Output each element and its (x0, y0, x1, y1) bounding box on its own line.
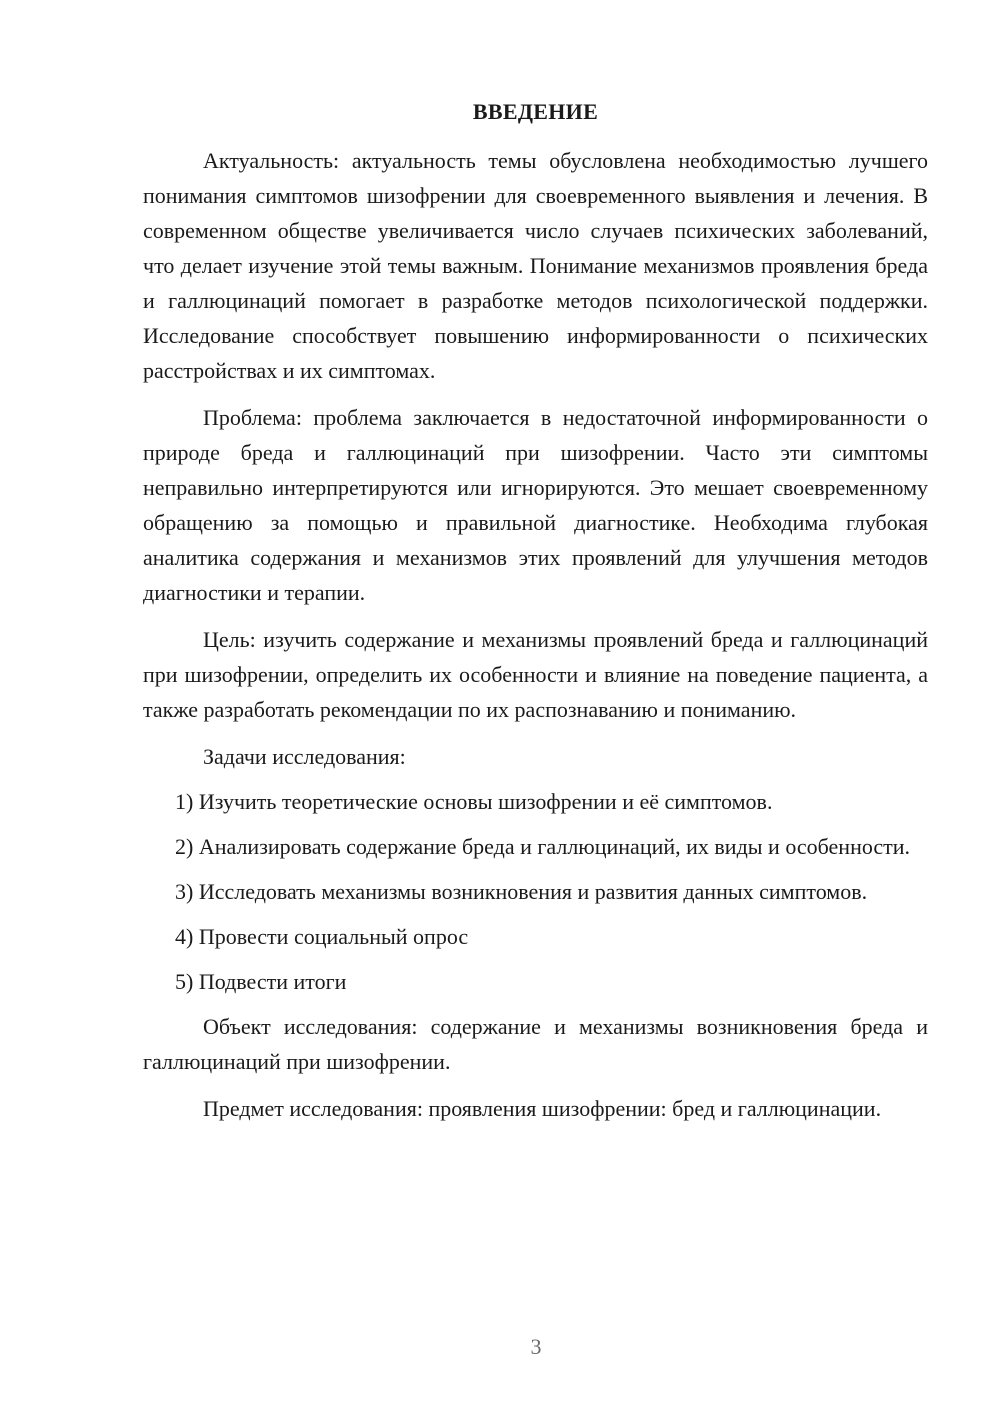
task-item-1: 1) Изучить теоретические основы шизофрении и её симптомов. (175, 789, 773, 814)
page-title: ВВЕДЕНИЕ (472, 99, 599, 124)
task-item-2: 2) Анализировать содержание бреда и галлюцинаций, их виды и особенности. (175, 834, 911, 859)
object-paragraph: Объект исследования: содержание и механизмы возникновения бреда и галлюцинаций при шизофрении. (143, 1014, 928, 1074)
subject-paragraph: Предмет исследования: проявления шизофрении: бред и галлюцинации. (203, 1096, 882, 1121)
goal-paragraph: Цель: изучить содержание и механизмы проявлений бреда и галлюцинаций при шизофрении, определить их особенности и влияние на поведение пациента, а также разработать рекомендации по их распознаванию и пониманию. (143, 627, 928, 722)
task-item-5: 5) Подвести итоги (175, 969, 347, 994)
page-number: 3 (530, 1334, 542, 1359)
task-item-3: 3) Исследовать механизмы возникновения и развития данных симптомов. (175, 879, 868, 904)
page-content (143, 94, 928, 1138)
relevance-paragraph: Актуальность: актуальность темы обусловлена необходимостью лучшего понимания симптомов шизофрении для своевременного выявления и лечения. В современном обществе увеличивается число случаев психических заболеваний, что делает изучение этой темы важным. Понимание механизмов проявления бреда и галлюцинаций помогает в разработке методов психологической поддержки. Исследование способствует повышению информированности о психических расстройствах и их симптомах. (143, 148, 928, 383)
problem-paragraph: Проблема: проблема заключается в недостаточной информированности о природе бреда и галлюцинаций при шизофрении. Часто эти симптомы неправильно интерпретируются или игнорируются. Это мешает своевременному обращению за помощью и правильной диагностике. Необходима глубокая аналитика содержания и механизмов этих проявлений для улучшения методов диагностики и терапии. (143, 405, 928, 605)
tasks-heading: Задачи исследования: (203, 744, 406, 769)
task-item-4: 4) Провести социальный опрос (175, 924, 469, 949)
